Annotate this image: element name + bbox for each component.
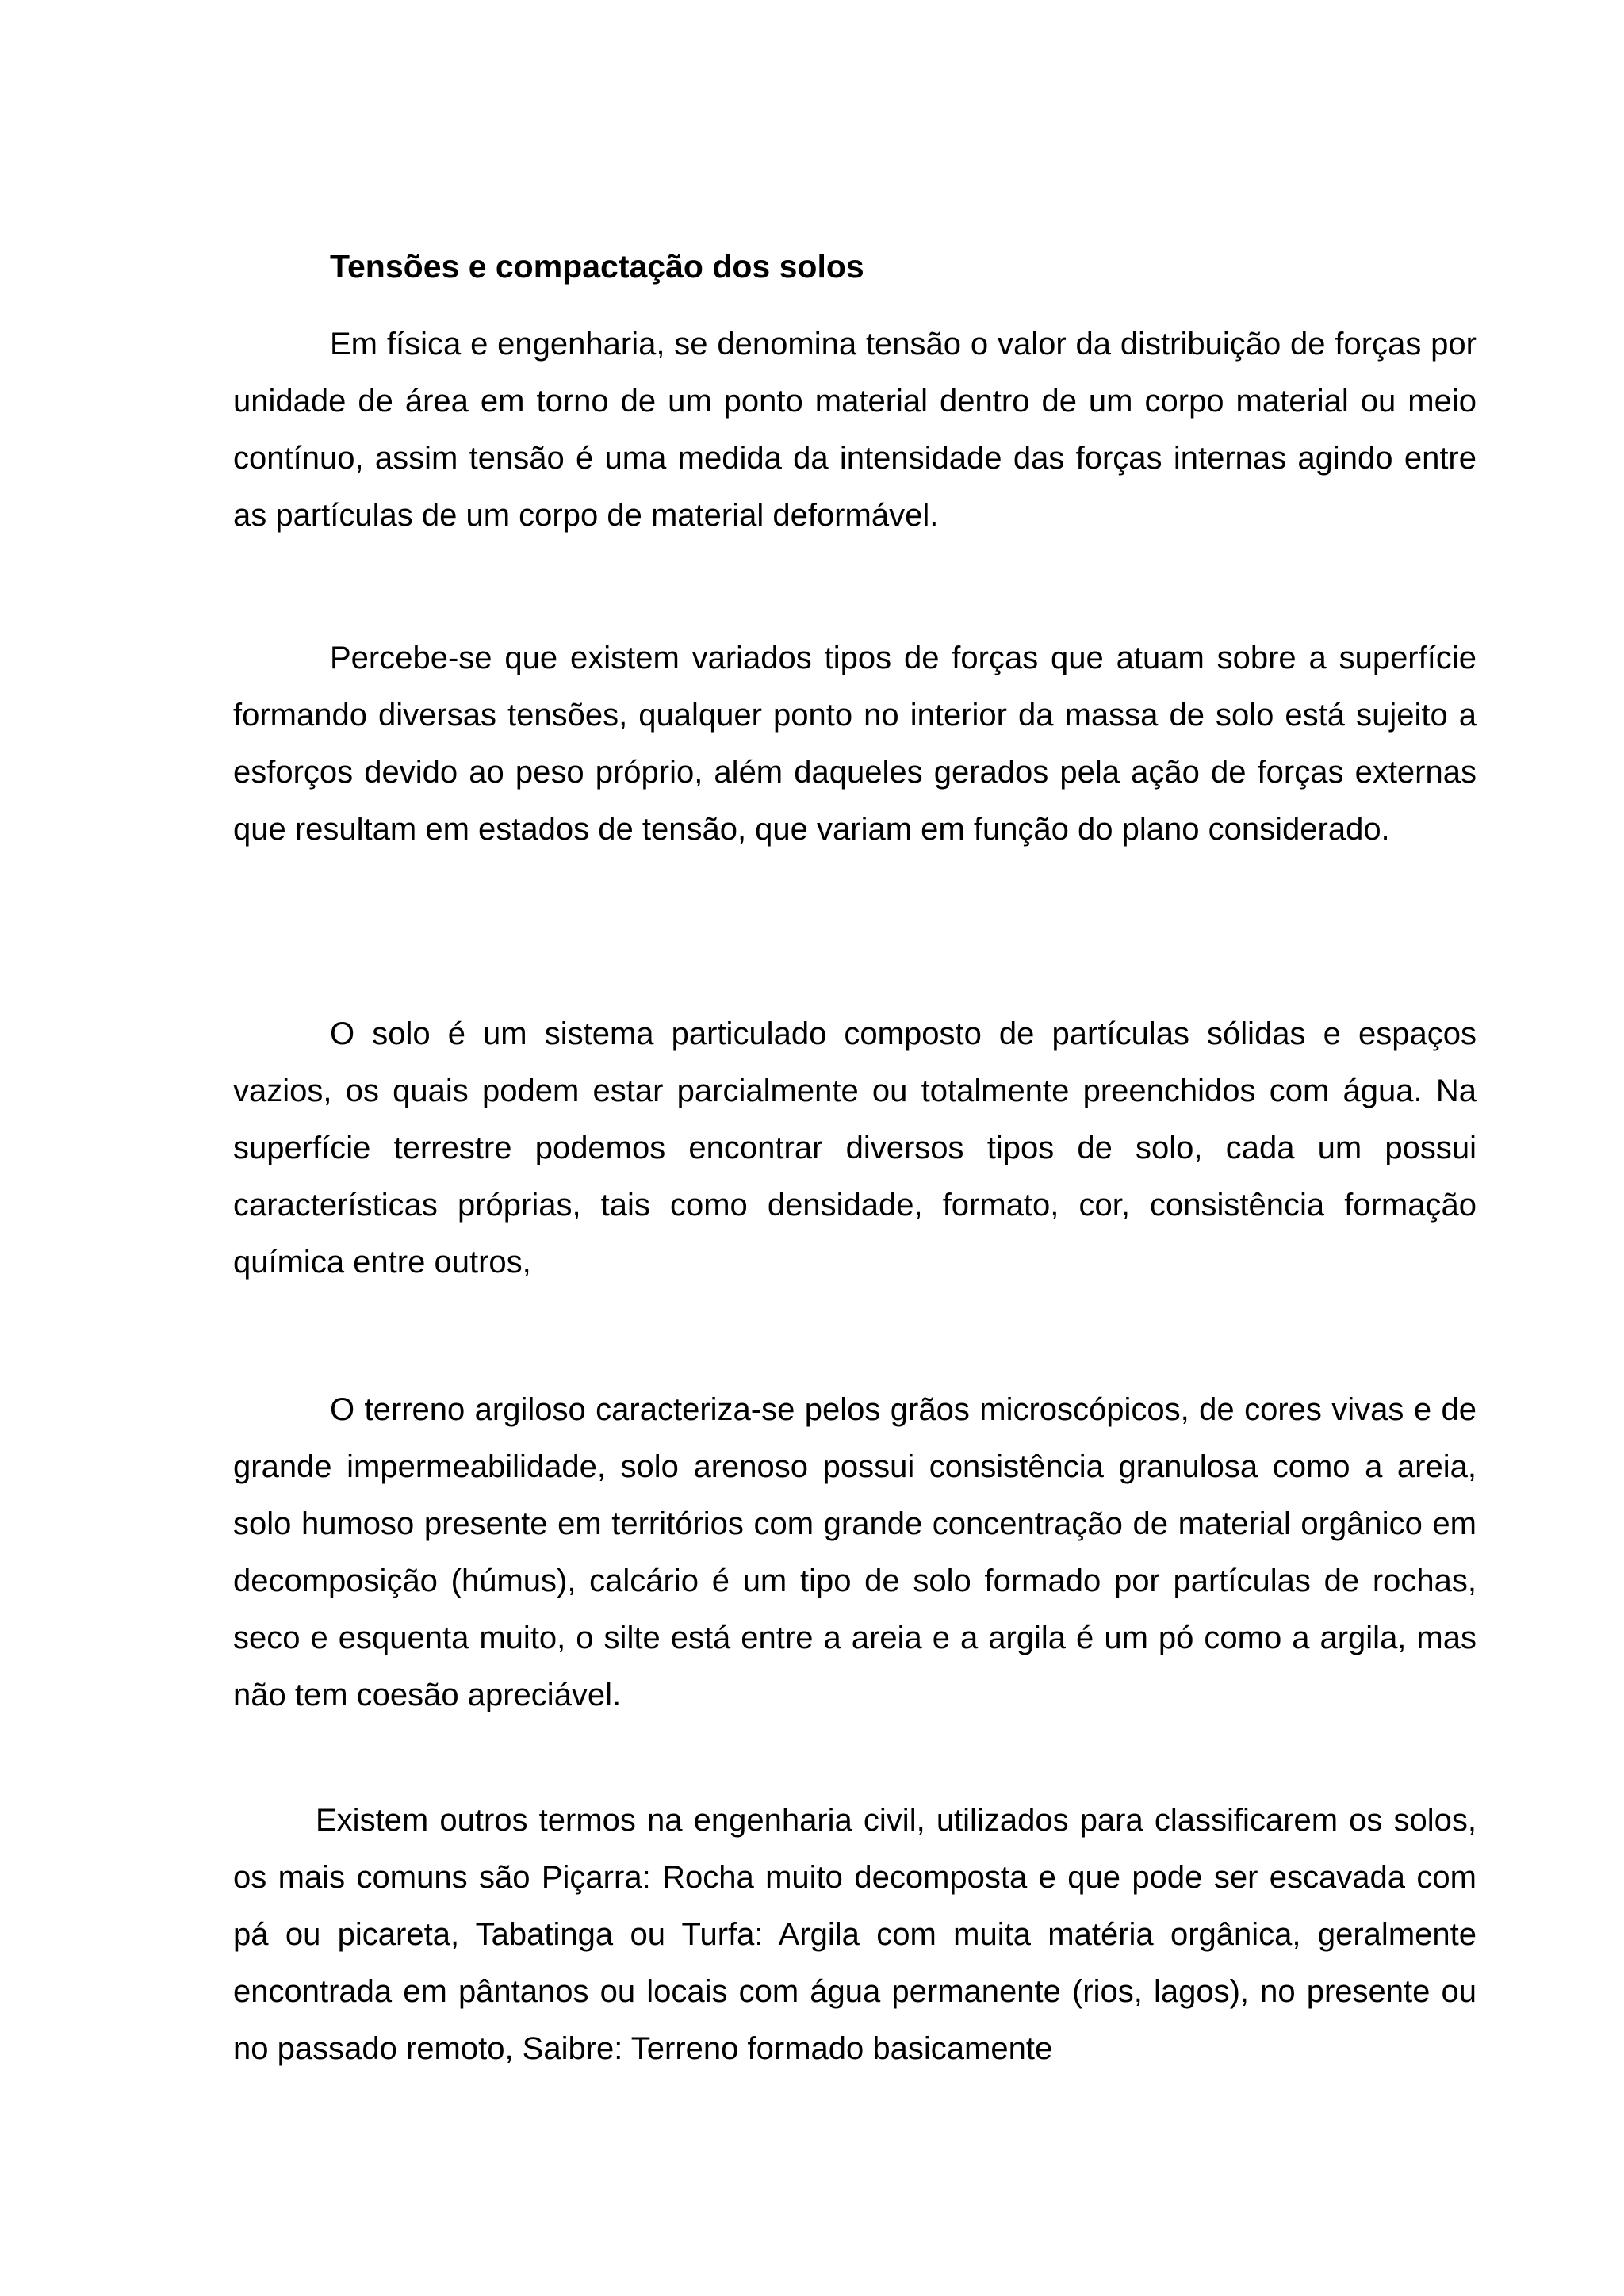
document-title: Tensões e compactação dos solos bbox=[330, 248, 864, 285]
paragraph-stress-definition: Em física e engenharia, se denomina tensão o valor da distribuição de forças por unidade de área em torno de um ponto material dentro de um corpo material ou meio contínuo, assim tensão é uma medida da intensidade das forças internas agindo entre as partículas de um corpo de material deformável. bbox=[233, 327, 1477, 533]
paragraph-forces-on-surface: Percebe-se que existem variados tipos de forças que atuam sobre a superfície formando diversas tensões, qualquer ponto no interior da massa de solo está sujeito a esforços devido ao peso próprio, além daqueles gerados pela ação de forças externas que resultam em estados de tensão, que variam em função do plano considerado. bbox=[233, 641, 1477, 847]
paragraph-soil-types: O terreno argiloso caracteriza-se pelos grãos microscópicos, de cores vivas e de grande impermeabilidade, solo arenoso possui consistência granulosa como a areia, solo humoso presente em territórios com grande concentração de material orgânico em decomposição (húmus), calcário é um tipo de solo formado por partículas de rochas, seco e esquenta muito, o silte está entre a areia e a argila é um pó como a argila, mas não tem coesão apreciável. bbox=[233, 1392, 1477, 1712]
paragraph-civil-engineering-terms: Existem outros termos na engenharia civil, utilizados para classificarem os solos, os mais comuns são Piçarra: Rocha muito decomposta e que pode ser escavada com pá ou picareta, Tabatinga ou Turfa: Argila com muita matéria orgânica, geralmente encontrada em pântanos ou locais com água permanente (rios, lagos), no presente ou no passado remoto, Saibre: Terreno formado basicamente bbox=[233, 1803, 1477, 2066]
paragraph-soil-system: O solo é um sistema particulado composto de partículas sólidas e espaços vazios, os quais podem estar parcialmente ou totalmente preenchidos com água. Na superfície terrestre podemos encontrar diversos tipos de solo, cada um possui características próprias, tais como densidade, formato, cor, consistência formação química entre outros, bbox=[233, 1016, 1477, 1280]
